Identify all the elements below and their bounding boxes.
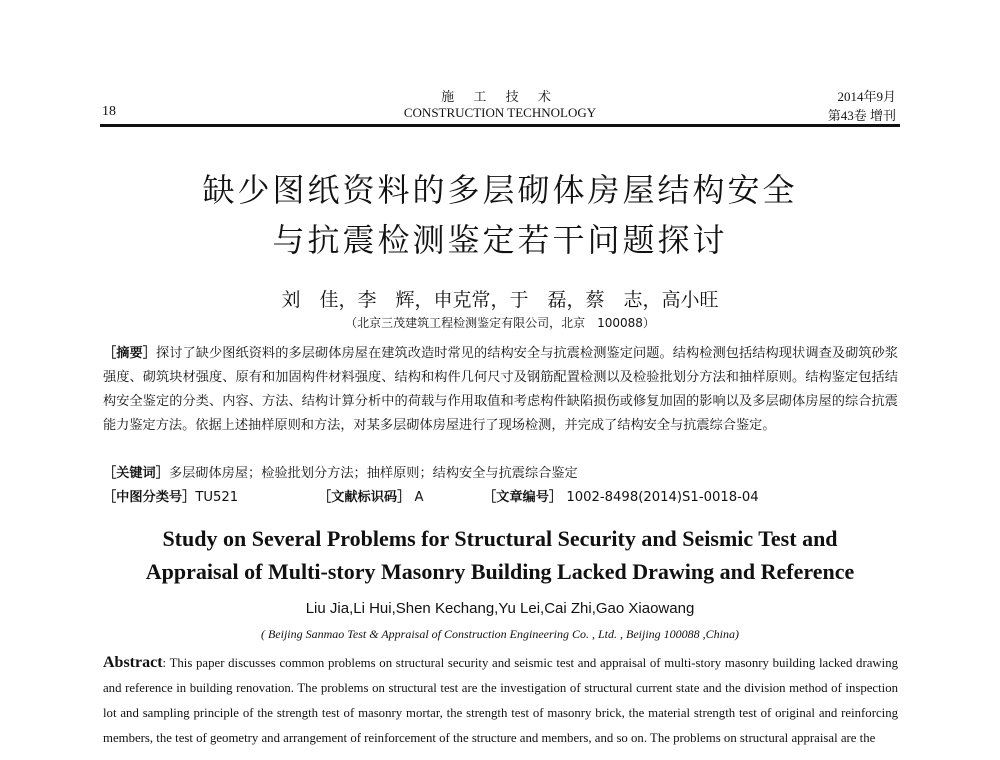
clc-value: TU521 <box>195 490 239 505</box>
article-no-value: 1002-8498(2014)S1-0018-04 <box>566 490 759 505</box>
article-no-label: ［文章编号］ <box>483 490 563 505</box>
abstract-en-label: Abstract <box>103 654 163 671</box>
journal-name-cn: 施 工 技 术 <box>441 89 559 104</box>
title-en-line1: Study on Several Problems for Structural Security and Seismic Test and <box>162 526 838 551</box>
affiliation-cn: （北京三茂建筑工程检测鉴定有限公司，北京 100088） <box>345 316 655 330</box>
abstract-cn <box>103 342 898 438</box>
header-rule <box>100 124 900 127</box>
affiliation-en: ( Beijing Sanmao Test & Appraisal of Construction Engineering Co. , Ltd. , Beijing 100088 ,China) <box>260 627 739 641</box>
title-en-line2: Appraisal of Multi-story Masonry Building Lacked Drawing and Reference <box>145 559 855 584</box>
abstract-cn-text: 探讨了缺少图纸资料的多层砌体房屋在建筑改造时常见的结构安全与抗震检测鉴定问题。结构检测包括结构现状调查及砌筑砂浆强度、砌筑块材强度、原有和加固构件材料强度、结构和构件几何尺寸及钢筋配置检测以及检验批划分方法和抽样原则。结构鉴定包括结构安全鉴定的分类、内容、方法、结构计算分析中的荷载与作用取值和考虑构件缺陷损伤或修复加固的影响以及多层砌体房屋的综合抗震能力鉴定方法。依据上述抽样原则和方法，对某多层砌体房屋进行了现场检测，并完成了结构安全与抗震综合鉴定。 <box>103 346 899 433</box>
keywords-label: ［关键词］ <box>103 466 169 481</box>
title-cn-line1: 缺少图纸资料的多层砌体房屋结构安全 <box>202 171 798 209</box>
journal-name-en: CONSTRUCTION TECHNOLOGY <box>403 105 597 120</box>
authors-en: Liu Jia,Li Hui,Shen Kechang,Yu Lei,Cai Zhi,Gao Xiaowang <box>305 600 695 617</box>
abstract-en <box>103 650 898 751</box>
issue-date: 2014年9月 <box>837 89 896 104</box>
abstract-en-text: : This paper discusses common problems on structural security and seismic test and appraisal of multi-story masonry building lacked drawing and reference in building renovation. The problems on structural test are the investigation of structural current state and the division method of inspection lot and sampling principle of the strength test of masonry mortar, the strength test of masonry brick, the material strength test of original and reinforcing members, the test of geometry and arrangement of reinforcement of the structure and members, and so on. The problems on structural appraisal are the <box>103 656 898 745</box>
doc-code-label: ［文献标识码］ <box>318 490 411 505</box>
doc-code-value: A <box>414 490 424 505</box>
keywords-cn <box>103 462 578 481</box>
authors-cn: 刘 佳，李 辉，申克常，于 磊，蔡 志，高小旺 <box>281 289 719 311</box>
issue-volume: 第43卷 增刊 <box>827 108 896 123</box>
keywords-text: 多层砌体房屋；检验批划分方法；抽样原则；结构安全与抗震综合鉴定 <box>168 466 578 481</box>
abstract-cn-label: ［摘要］ <box>103 346 157 361</box>
page-number: 18 <box>102 104 116 119</box>
title-cn-line2: 与抗震检测鉴定若干问题探讨 <box>272 221 728 259</box>
clc-label: ［中图分类号］ <box>103 490 196 505</box>
